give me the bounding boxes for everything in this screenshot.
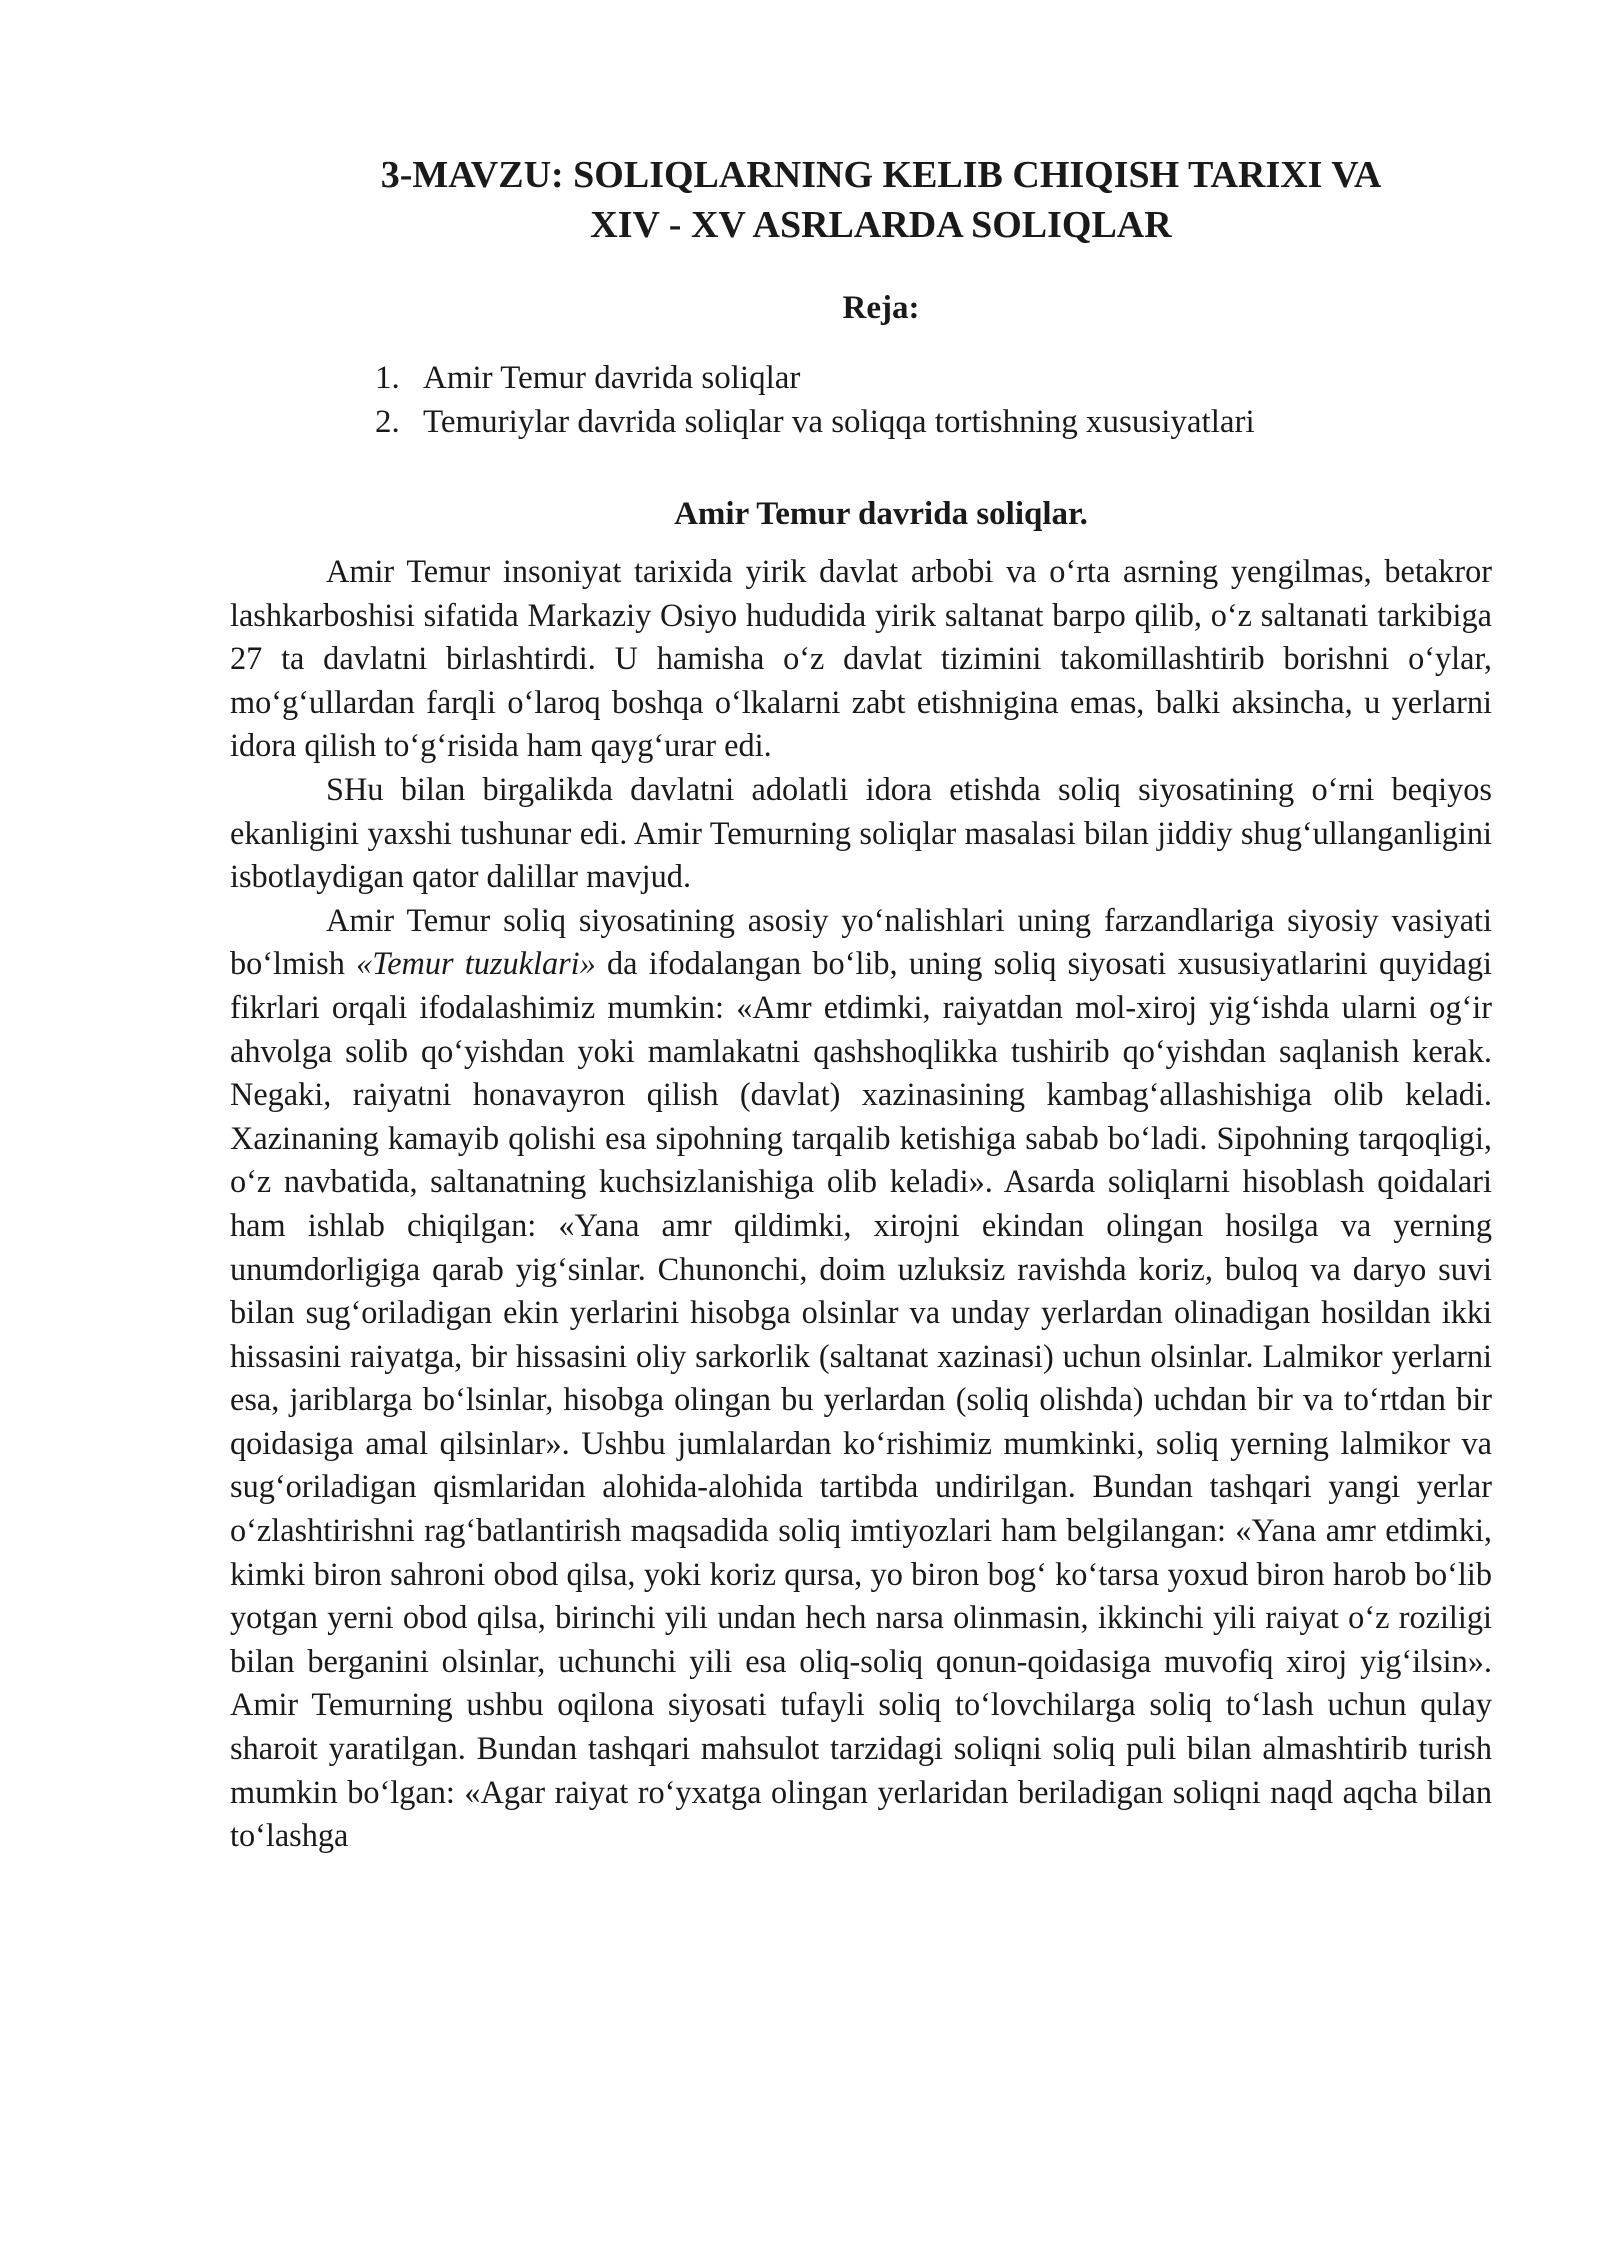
paragraph-3-start: Amir Temur soliq siyosatining asosiy yo‘nalishlari uning farzandlariga siyosiy vasiyati bo‘lmish: [230, 901, 1492, 982]
plan-item-text: Temuriylar davrida soliqlar va soliqqa tortishning xususiyatlari: [423, 404, 1255, 440]
section-title: Amir Temur davrida soliqlar.: [674, 496, 1088, 532]
plan-item-number: 2.: [375, 404, 400, 440]
paragraph-1: Amir Temur insoniyat tarixida yirik davlat arbobi va o‘rta asrning yengilmas, betakror lashkarboshisi sifatida Markaziy Osiyo hududida yirik saltanat barpo qilib, o‘z saltanati tarkibiga 27 ta davlatni birlashtirdi. U hamisha o‘z davlat tizimini takomillashtirib borishni o‘ylar, mo‘g‘ullardan farqli o‘laroq boshqa o‘lkalarni zabt etishnigina emas, balki aksincha, u yerlarni idora qilish to‘g‘risida ham qayg‘urar edi.: [230, 553, 1492, 764]
paragraph-3: [230, 899, 1492, 1858]
paragraph-2: SHu bilan birgalikda davlatni adolatli idora etishda soliq siyosatining o‘rni beqiyos ekanligini yaxshi tushunar edi. Amir Temurning soliqlar masalasi bilan jiddiy shug‘ullanganligini isbotlaydigan qator dalillar mavjud.: [230, 770, 1492, 895]
book-title-italic: «Temur tuzuklari»: [356, 945, 596, 982]
plan-heading: Reja:: [842, 290, 920, 326]
title-line-2: XIV - XV ASRLARDA SOLIQLAR: [590, 204, 1172, 246]
document-title: [230, 150, 1492, 250]
document-page: [230, 150, 1492, 1858]
title-line-1: 3-MAVZU: SOLIQLARNING KELIB CHIQISH TARIXI VA: [380, 154, 1382, 196]
paragraph-3-rest: da ifodalangan bo‘lib, uning soliq siyosati xususiyatlarini quyidagi fikrlari orqali ifodalashimiz mumkin: «Amr etdimki, raiyatdan mol-xiroj yig‘ishda ularni og‘ir ahvolga solib qo‘yishdan yoki mamlakatni qashshoqlikka tushirib qo‘yishdan saqlanish kerak. Negaki, raiyatni honavayron qilish (davlat) xazinasining kambag‘allashishiga olib keladi. Xazinaning kamayib qolishi esa sipohning tarqalib ketishiga sabab bo‘ladi. Sipohning tarqoqligi, o‘z navbatida, saltanatning kuchsizlanishiga olib keladi». Asarda soliqlarni hisoblash qoidalari ham ishlab chiqilgan: «Yana amr qildimki, xirojni ekindan olingan hosilga va yerning unumdorligiga qarab yig‘sinlar. Chunonchi, doim uzluksiz ravishda koriz, buloq va daryo suvi bilan sug‘oriladigan ekin yerlarini hisobga olsinlar va unday yerlardan olinadigan hosildan ikki hissasini raiyatga, bir hissasini oliy sarkorlik (saltanat xazinasi) uchun olsinlar. Lalmikor yerlarni esa, jariblarga bo‘lsinlar, hisobga olingan bu yerlardan (soliq olishda) uchdan bir va to‘rtdan bir qoidasiga amal qilsinlar». Ushbu jumlalardan ko‘rishimiz mumkinki, soliq yerning lalmikor va sug‘oriladigan qismlaridan alohida-alohida tartibda undirilgan. Bundan tashqari yangi yerlar o‘zlashtirishni rag‘batlantirish maqsadida soliq imtiyozlari ham belgilangan: «Yana amr etdimki, kimki biron sahroni obod qilsa, yoki koriz qursa, yo biron bog‘ ko‘tarsa yoxud biron harob bo‘lib yotgan yerni obod qilsa, birinchi yili undan hech narsa olinmasin, ikkinchi yili raiyat o‘z roziligi bilan berganini olsinlar, uchunchi yili esa oliq-soliq qonun-qoidasiga muvofiq xiroj yig‘ilsin». Amir Temurning ushbu oqilona siyosati tufayli soliq to‘lovchilarga soliq to‘lash uchun qulay sharoit yaratilgan. Bundan tashqari mahsulot tarzidagi soliqni soliq puli bilan almashtirib turish mumkin bo‘lgan: «Agar raiyat ro‘yxatga olingan yerlaridan beriladigan soliqni naqd aqcha bilan to‘lashga: [230, 945, 1492, 1854]
plan-item-text: Amir Temur davrida soliqlar: [423, 360, 801, 396]
plan-item: [375, 400, 1492, 444]
plan-item-number: 1.: [375, 360, 400, 396]
plan-list: [375, 356, 1492, 444]
plan-item: [375, 356, 1492, 400]
